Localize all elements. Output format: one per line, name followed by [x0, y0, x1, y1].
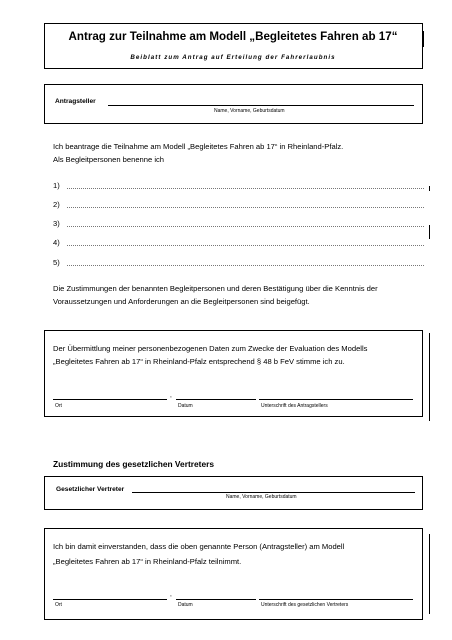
guardian-consent-line-1: Ich bin damit einverstanden, dass die oben genannte Person (Antragsteller) am Modell — [53, 542, 345, 551]
companion-line[interactable] — [67, 207, 424, 208]
guardian-label: Gesetzlicher Vertreter — [56, 486, 125, 493]
companion-number: 1) — [53, 181, 60, 190]
date-label: Datum — [178, 403, 193, 409]
margin-tick — [429, 225, 430, 239]
consent-note-line-2: Voraussetzungen und Anforderungen an die Begleitpersonen sind beigefügt. — [53, 297, 310, 306]
companion-number: 5) — [53, 258, 60, 267]
margin-tick — [429, 333, 430, 421]
margin-tick — [429, 534, 430, 614]
applicant-hint: Name, Vorname, Geburtsdatum — [214, 108, 285, 114]
guardian-heading: Zustimmung des gesetzlichen Vertreters — [53, 459, 215, 469]
request-line-1: Ich beantrage die Teilnahme am Modell „Begleitetes Fahren ab 17“ in Rheinland-Pfalz. — [53, 142, 344, 151]
guardian-box — [44, 476, 423, 510]
signature-label: Unterschrift des Antragstellers — [261, 403, 328, 409]
guardian-signature-label: Unterschrift des gesetzlichen Vertreters — [261, 602, 349, 608]
guardian-place-label: Ort — [55, 602, 62, 608]
date-field[interactable] — [176, 399, 256, 400]
guardian-signature-field[interactable] — [259, 599, 413, 600]
guardian-date-label: Datum — [178, 602, 193, 608]
companion-line[interactable] — [67, 265, 424, 266]
data-consent-line-1: Der Übermittlung meiner personenbezogenen Daten zum Zwecke der Evaluation des Modells — [53, 344, 368, 353]
companion-number: 4) — [53, 238, 60, 247]
request-line-2: Als Begleitpersonen benenne ich — [53, 155, 165, 164]
place-field[interactable] — [53, 399, 167, 400]
signature-field[interactable] — [259, 399, 413, 400]
data-consent-line-2: „Begleitetes Fahren ab 17“ in Rheinland-Pfalz entsprechend § 48 b FeV stimme ich zu. — [53, 357, 345, 366]
guardian-field[interactable] — [132, 492, 415, 493]
page-subtitle: Beiblatt zum Antrag auf Erteilung der Fahrerlaubnis — [130, 54, 336, 61]
companion-number: 3) — [53, 219, 60, 228]
applicant-label: Antragsteller — [55, 98, 96, 105]
applicant-field[interactable] — [108, 105, 414, 106]
companion-line[interactable] — [67, 188, 424, 189]
companion-number: 2) — [53, 200, 60, 209]
companion-line[interactable] — [67, 245, 424, 246]
consent-note-line-1: Die Zustimmungen der benannten Begleitpersonen und deren Bestätigung über die Kenntnis der — [53, 284, 378, 293]
comma-separator: , — [170, 591, 172, 598]
comma-separator: , — [170, 392, 172, 399]
companion-line[interactable] — [67, 226, 424, 227]
guardian-date-field[interactable] — [176, 599, 256, 600]
guardian-consent-line-2: „Begleitetes Fahren ab 17“ in Rheinland-Pfalz teilnimmt. — [53, 557, 242, 566]
page-title: Antrag zur Teilnahme am Modell „Begleitetes Fahren ab 17“ — [68, 30, 398, 43]
margin-tick — [429, 186, 430, 191]
guardian-place-field[interactable] — [53, 599, 167, 600]
applicant-box — [44, 84, 423, 124]
place-label: Ort — [55, 403, 62, 409]
guardian-hint: Name, Vorname, Geburtsdatum — [226, 494, 297, 500]
